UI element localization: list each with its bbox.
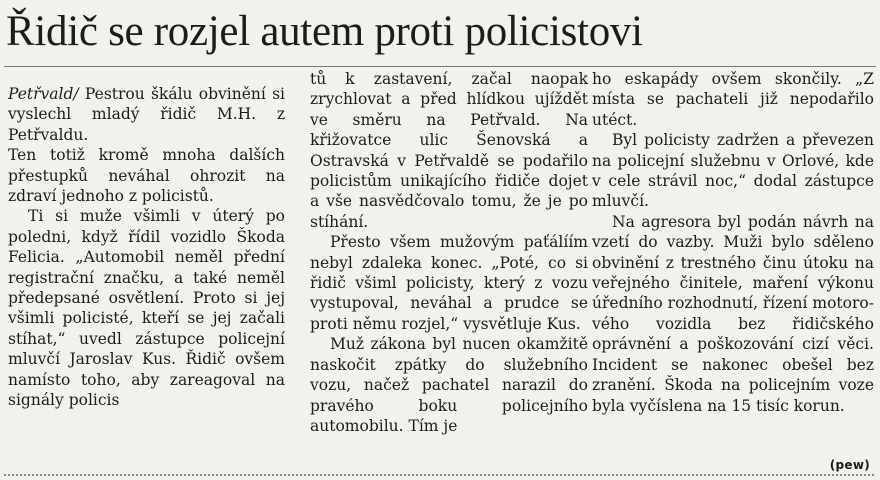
paragraph: Byl policisty zadržen a převezen na policejní služebnu v Orlové, kde v cele strávil noc,“ dodal zástupce mluvčí. <box>592 131 874 211</box>
column-2 <box>310 69 588 436</box>
paragraph: Na agresora byl podán návrh na vzetí do vazby. Muži bylo sděleno obvinění z trestného činu útoku na veřejného činitele, maření výkonu úředního rozhodnutí, řízení motorového vozidla bez řidičského oprávnění a poškozování cizí věci. Incident se nakonec obešel bez zranění. Škoda na policejním voze byla vyčíslena na 15 tisíc korun. <box>592 212 874 415</box>
paragraph-text: Pestrou škálu obvinění si vyslechl mladý řidič M.H. z Petřvaldu. <box>8 85 285 144</box>
paragraph: Muž zákona byl nucen okamžitě naskočit zpátky do služebního vozu, načež pachatel narazil do pravého boku policejního automobilu. Tím je <box>310 335 588 435</box>
author-signature: (pew) <box>829 458 870 472</box>
paragraph: Ten totiž kromě mnoha dalších přestupků neváhal ohrozit na zdraví jednoho z policistů. <box>8 146 285 206</box>
dateline-place: Petřvald/ <box>8 85 79 103</box>
column-3 <box>592 69 874 416</box>
bottom-rule <box>4 474 876 476</box>
headline-rule <box>4 66 876 67</box>
paragraph: Ti si muže všimli v úterý po poledni, když řídil vozidlo Škoda Felicia. „Automobil neměl přední registrační značku, a také neměl předepsané osvětlení. Proto si jej všimli policisté, kteří se jej začali stíhat,“ uvedl zástupce policejní mluvčí Jaroslav Kus. Řidič ovšem namísto toho, aby zareagoval na signály policis <box>8 207 285 410</box>
paragraph <box>8 84 285 145</box>
paragraph: ho eskapády ovšem skončily. „Z místa se pachateli již nepodařilo utéct. <box>592 70 874 129</box>
column-1 <box>8 84 285 411</box>
headline: Řidič se rozjel autem proti policistovi <box>6 8 643 55</box>
paragraph: Přesto všem mužovým paťálíím nebyl zdaleka konec. „Poté, co si řidič všiml policisty, který z vozu vystupoval, neváhal a prudce se proti němu rozjel,“ vysvětluje Kus. <box>310 233 588 333</box>
paragraph: tů k zastavení, začal naopak zrychlovat a před hlídkou ujíždět ve směru na Petřvald. Na křižovatce ulic Šenovská a Ostravská v Petřvaldě se podařilo policistům unikajícího řidiče dojet a vše nasvědčovalo tomu, že je po stíhání. <box>310 70 588 231</box>
